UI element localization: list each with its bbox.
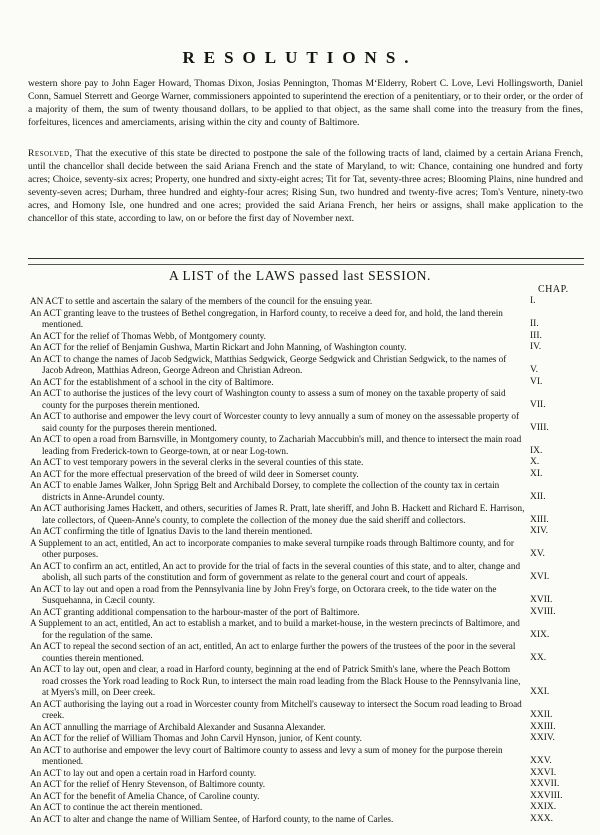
law-entry — [30, 354, 590, 377]
law-entry-text: An ACT to vest temporary powers in the several clerks in the several counties of this state. — [30, 457, 364, 467]
law-entry — [30, 664, 590, 699]
law-chapter-number: II. — [530, 319, 539, 329]
law-entry — [30, 802, 590, 814]
law-entry-text: An ACT to confirm an act, entitled, An act to provide for the trial of facts in the several counties of this state, and to alter, change and abolish, all such parts of the constitution and form of government as relate to the general court and court of appeals. — [30, 560, 521, 582]
law-chapter-number: XXI. — [530, 687, 550, 697]
law-entry-text: An ACT for the relief of Thomas Webb, of Montgomery county. — [30, 330, 266, 341]
law-entry-text: An ACT to lay out and open a certain road in Harford county. — [30, 767, 257, 778]
law-chapter-number: XXX. — [530, 813, 553, 824]
law-entry — [30, 699, 590, 722]
chapter-column-header: CHAP. — [538, 284, 569, 295]
law-entry — [30, 411, 590, 434]
law-entry-text: An ACT for the more effectual preservation of the breed of wild deer in Somerset county. — [30, 468, 359, 479]
law-entry — [30, 779, 590, 791]
law-entry — [30, 434, 590, 457]
resolution-paragraph-1: western shore pay to John Eager Howard, Thomas Dixon, Josias Pennington, Thomas M‘Elderry, Robert C. Love, Levi Hollingsworth, Daniel Conn, Samuel Sterrett and George Warner, commissioners appointed to superintend the erection of a penitentiary, or to their order, or the order of a majority of them, the sum of twenty thousand dollars, to be applied to that object, as the same shall come into the treasury from the fines, forfeitures, licences and amerciaments, arising within the city and county of Baltimore. — [28, 79, 583, 128]
law-chapter-number: XXV. — [530, 756, 552, 766]
law-entry-text: An ACT to alter and change the name of William Sentee, of Harford county, to the name of Carles. — [30, 813, 394, 824]
law-chapter-number: IV. — [530, 342, 542, 352]
law-entry — [30, 584, 590, 607]
law-entry — [30, 768, 590, 780]
law-entry-text: An ACT granting additional compensation to the harbour-master of the port of Baltimore. — [30, 606, 360, 617]
law-entry — [30, 388, 590, 411]
law-chapter-number: XIII. — [530, 514, 549, 525]
law-entry — [30, 538, 590, 561]
law-entry-text: An ACT for the relief of Henry Stevenson, of Baltimore county. — [30, 779, 265, 789]
law-entry — [30, 526, 590, 538]
law-chapter-number: XVI. — [530, 572, 550, 582]
law-entry — [30, 733, 590, 745]
law-entry — [30, 480, 590, 503]
law-chapter-number: IX. — [530, 445, 543, 456]
law-entry-text: An ACT authorising the laying out a road in Worcester county from Mitchell's causeway to intersect the Socum road leading to Broad creek. — [30, 698, 522, 720]
law-entry-text: An ACT confirming the title of Ignatius Davis to the land therein mentioned. — [30, 526, 313, 536]
laws-list — [30, 296, 590, 825]
law-chapter-number: X. — [530, 457, 540, 467]
law-chapter-number: XI. — [530, 468, 543, 479]
law-entry-text: An ACT for the establishment of a school in the city of Baltimore. — [30, 376, 274, 387]
law-entry-text: An ACT for the benefit of Amelia Chance, of Caroline county. — [30, 790, 260, 801]
law-chapter-number: V. — [530, 365, 539, 375]
law-chapter-number: XXIII. — [530, 721, 556, 732]
law-entry-text: A Supplement to an act, entitled, An act to establish a market, and to build a market-house, in the western precincts of Baltimore, and for the regulation of the same. — [30, 618, 520, 640]
law-entry — [30, 722, 590, 734]
law-entry — [30, 791, 590, 803]
law-entry-text: An ACT to continue the act therein mentioned. — [30, 802, 203, 812]
law-entry-text: An ACT to open a road from Barnsville, in Montgomery county, to Zachariah Maccubbin's mill, and thence to intersect the main road leading from Frederick-town to George-town, at or near Log-town. — [30, 434, 522, 456]
law-chapter-number: XXVII. — [530, 779, 560, 789]
law-entry-text: An ACT authorising James Hackett, and others, securities of James R. Pratt, late sheriff, and John B. Hackett and Richard E. Harrison, late collectors, of Queen-Anne's county, to complete the collection of the money due the said sheriff and collectors. — [30, 503, 525, 525]
resolved-lead: Resolved, — [28, 149, 73, 159]
law-entry-text: An ACT for the relief of William Thomas and John Carvil Hynson, junior, of Kent county. — [30, 733, 362, 743]
law-entry-text: An ACT to change the names of Jacob Sedgwick, Matthias Sedgwick, George Sedgwick and Christian Sedgwick, to the names of Jacob Adreon, Matthias Adreon, George Adreon and Christian Adreon. — [30, 353, 507, 375]
law-chapter-number: VIII. — [530, 422, 549, 433]
law-entry — [30, 618, 590, 641]
law-entry-text: AN ACT to settle and ascertain the salary of the members of the council for the ensuing year. — [30, 296, 373, 306]
law-entry — [30, 457, 590, 469]
resolution-paragraph-2-text: That the executive of this state be directed to postpone the sale of the following tracts of land, claimed by a certain Ariana French, until the chancellor shall decide between the said Ariana French and the state of Maryland, to wit: Chance, containing one hundred and forty acres; Choice, seventy-six acres; Property, one hundred and sixty-eight acres; Tit for Tat, seventy-three acres; Blooming Plains, nine hundred and seventy-seven acres; Durham, three hundred and eighty-four acres; Rising Sun, two hundred and twenty-five acres; Tom's Venture, ninety-two acres, and Homony Isle, one hundred and one acres; provided the said Ariana French, her heirs or assigns, shall make application to the chancellor of this state, according to law, on or before the first day of November next. — [28, 149, 583, 224]
law-entry — [30, 377, 590, 389]
law-chapter-number: XVIII. — [530, 606, 556, 617]
law-entry-text: An ACT to lay out and open a road from the Pennsylvania line by John Frey's forge, on Octorara creek, to the tide water on the Susquehanna, in Cæcil county. — [30, 583, 497, 605]
section-divider-thin — [28, 264, 584, 265]
law-entry — [30, 814, 590, 826]
law-chapter-number: XIV. — [530, 526, 549, 536]
law-entry-text: An ACT annulling the marriage of Archibald Alexander and Susanna Alexander. — [30, 721, 326, 732]
law-chapter-number: I. — [530, 296, 536, 306]
law-chapter-number: XII. — [530, 491, 546, 502]
law-chapter-number: XXIX. — [530, 802, 557, 812]
law-chapter-number: XIX. — [530, 629, 550, 640]
law-entry — [30, 745, 590, 768]
laws-list-title: A LIST of the LAWS passed last SESSION. — [168, 268, 432, 283]
law-entry — [30, 296, 590, 308]
law-chapter-number: XXIV. — [530, 733, 555, 743]
law-chapter-number: XV. — [530, 549, 545, 559]
law-entry — [30, 469, 590, 481]
law-chapter-number: XXVIII. — [530, 790, 563, 801]
law-entry-text: An ACT for the relief of Benjamin Gushwa, Martin Rickart and John Manning, of Washington county. — [30, 342, 407, 352]
law-chapter-number: XXII. — [530, 710, 553, 720]
law-entry — [30, 331, 590, 343]
section-divider — [28, 258, 584, 259]
law-chapter-number: III. — [530, 330, 542, 341]
law-chapter-number: VI. — [530, 376, 543, 387]
law-entry — [30, 561, 590, 584]
law-entry-text: An ACT to lay out, open and clear, a road in Harford county, beginning at the end of Patrick Smith's lane, where the Peach Bottom road crosses the York road leading to Rock Run, to intersect the main road leading from the Black House to the Pennsylvania line, at Myers's mill, on Deer creek. — [30, 664, 521, 697]
page-heading: RESOLUTIONS. — [182, 48, 418, 67]
resolution-paragraph-2 — [28, 148, 583, 226]
law-chapter-number: XXVI. — [530, 767, 557, 778]
law-entry — [30, 308, 590, 331]
law-entry-text: An ACT to authorise and empower the levy court of Worcester county to levy annually a sum of money on the assessable property of said county for the purposes therein mentioned. — [30, 411, 520, 433]
law-entry — [30, 607, 590, 619]
law-chapter-number: XVII. — [530, 595, 553, 605]
law-entry-text: An ACT to enable James Walker, John Sprigg Belt and Archibald Dorsey, to complete the collection of the county tax in certain districts in Anne-Arundel county. — [30, 480, 500, 502]
law-entry — [30, 503, 590, 526]
law-entry-text: An ACT to authorise the justices of the levy court of Washington county to assess a sum of money on the taxable property of said county for the purposes therein mentioned. — [30, 388, 506, 410]
law-entry-text: An ACT to authorise and empower the levy court of Baltimore county to assess and levy a sum of money for the purpose therein mentioned. — [30, 744, 503, 766]
law-chapter-number: XX. — [530, 652, 547, 663]
law-entry-text: An ACT granting leave to the trustees of Bethel congregation, in Harford county, to receive a deed for, and hold, the land therein mentioned. — [30, 307, 503, 329]
law-entry-text: A Supplement to an act, entitled, An act to incorporate companies to make several turnpike roads through Baltimore county, and for other purposes. — [30, 537, 514, 559]
law-chapter-number: VII. — [530, 399, 546, 410]
law-entry — [30, 641, 590, 664]
law-entry — [30, 342, 590, 354]
law-entry-text: An ACT to repeal the second section of an act, entitled, An act to enlarge further the powers of the trustees of the poor in the several counties therein mentioned. — [30, 641, 516, 663]
